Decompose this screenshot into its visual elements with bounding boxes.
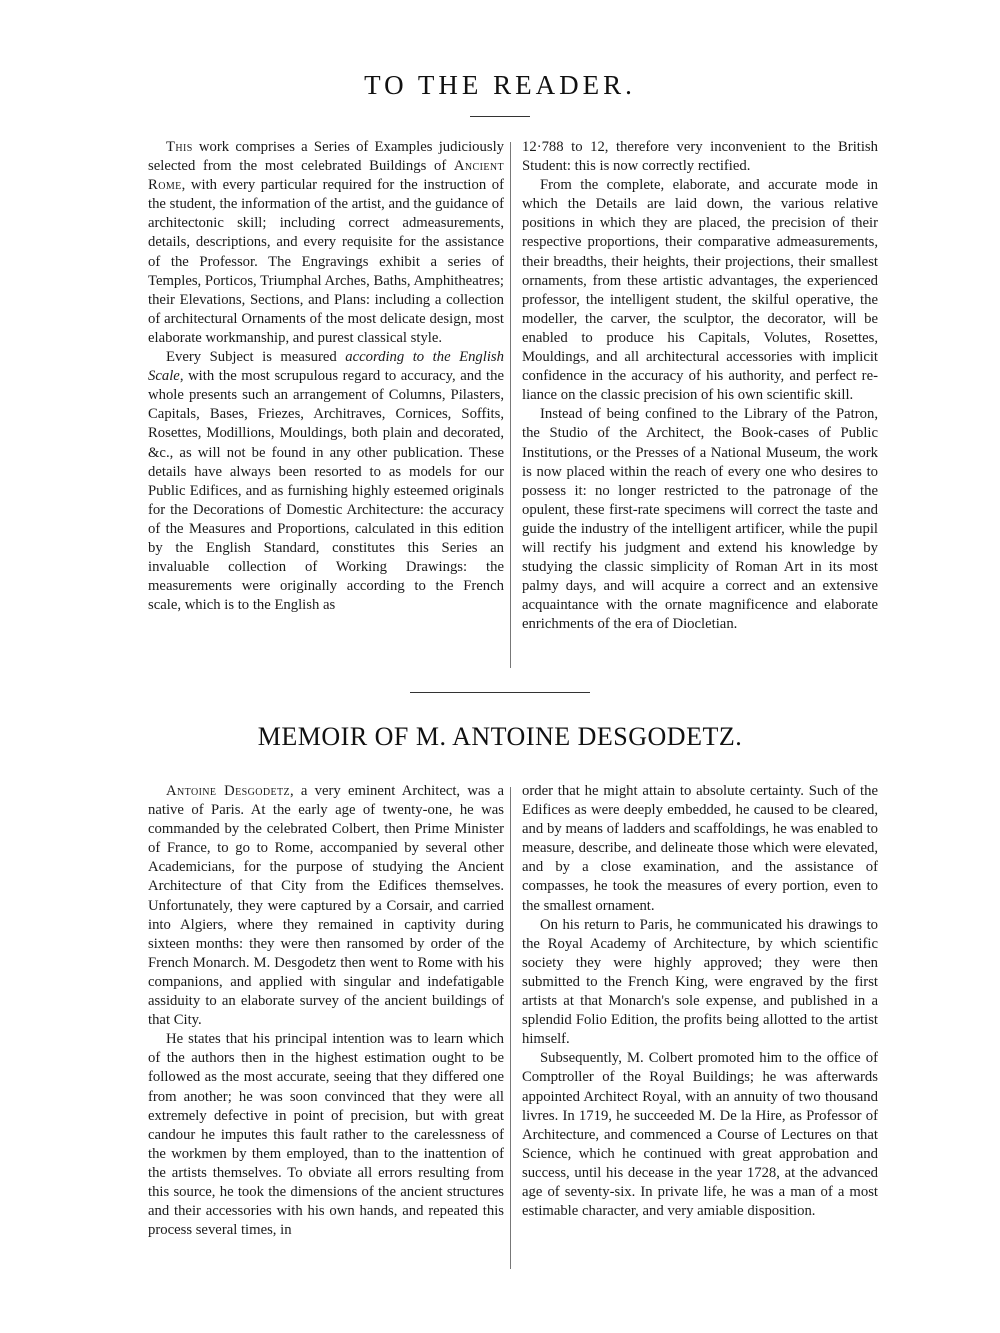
memoir-paragraph: Subsequently, M. Colbert promoted him to the office of Comptroller of the Royal Buildings; he was afterwards appointed Architect Royal, with an annuity of two thousand livres. In 1719, he succeeded M. De la Hire, as Professor of Architecture, and commenced a Course of Lectures on that Science, which he continued with great approbation and success, until his decease in the year 1728, at the advanced age of seventy-six. In private life, he was a man of a most estimable character, and very amiable disposition.: [522, 1050, 878, 1220]
reader-column-right: [522, 138, 878, 634]
drop-word: This: [166, 139, 193, 155]
memoir-paragraph: He states that his principal intention was to learn which of the authors then in the highest estimation ought to be followed as the most accurate, seeing that they differed one from another; he was soon convinced that they were all extremely defective in point of precision, but with great candour he imputes this fault rather to the carelessness of the workmen by them employed, than to the inattention of the artists themselves. To obviate all errors resulting from this source, he took the dimensions of the ancient structures and their accessories with his own hands, and repeated this process several times, in: [148, 1031, 504, 1239]
text-run: , with the most scrupulous regard to accuracy, and the whole presents such an arrangement of Columns, Pilasters, Capitals, Bases, Friezes, Architraves, Cornices, Soffits, Rosettes, Modillions, Mouldings, both plain and decorated, &c., as will not be found in any other publication. These details have always been resorted to as models for our Public Edifices, and as furnishing highly esteemed originals for the Decorations of Domestic Architecture: the accuracy of the Measures and Proportions, calculated in this edition by the English Standard, constitutes this Series an invaluable collection of Working Drawings: the measurements were originally according to the French scale, which is to the English as: [148, 368, 504, 614]
memoir-paragraph: [148, 782, 504, 1030]
memoir-column-right: [522, 782, 878, 1221]
text-run: work comprises a Series of Examples judiciously selected from the most celebrated Buildings of: [148, 139, 504, 175]
to-the-reader-title: TO THE READER.: [364, 70, 636, 100]
title-rule: [470, 116, 530, 117]
small-caps-name: Ancient Rome: [148, 158, 504, 194]
text-run: , with every particular required for the instruction of the student, the information of the artist, and the guidance of architectonic skill; including correct admeasurements, details, descriptions, and every requisite for the assistance of the Professor. The Engravings exhibit a series of Temples, Porticos, Triumphal Arches, Baths, Amphitheatres; their Elevations, Sections, and Plans: including a collection of architectural Ornaments of the most delicate design, most elaborate workmanship, and purest classical style.: [148, 177, 504, 346]
reader-column-left: [148, 138, 504, 615]
reader-paragraph: [148, 348, 504, 615]
section-rule: [410, 692, 590, 693]
memoir-title: MEMOIR OF M. ANTOINE DESGODETZ.: [257, 722, 743, 751]
reader-paragraph: [148, 138, 504, 348]
text-run: Every Subject is measured: [166, 349, 346, 366]
reader-paragraph: 12·788 to 12, therefore very inconvenient to the British Student: this is now correctly rectified.: [522, 139, 878, 175]
memoir-column-left: [148, 782, 504, 1240]
column-divider: [510, 787, 511, 1269]
text-run: , a very eminent Architect, was a native of Paris. At the early age of twenty-one, he was commanded by the celebrated Colbert, then Prime Minister of France, to go to Rome, accompanied by several other Academicians, for the purpose of studying the Ancient Architecture of that City from the Edifices themselves. Unfortunately, they were captured by a Corsair, and carried into Algiers, where they remained in captivity during sixteen months: they were then ransomed by order of the French Monarch. M. Desgodetz then went to Rome with his companions, and applied with singular and indefatigable assiduity to an elaborate survey of the ancient buildings of that City.: [148, 783, 504, 1029]
reader-paragraph: From the complete, elaborate, and accurate mode in which the Details are laid down, the various relative positions in which they are placed, the precision of their respective proportions, their comparative admeasurements, their breadths, their heights, their projections, their smallest ornaments, from these artistic advantages, the experienced professor, the intelligent student, the skilful operative, the modeller, the carver, the sculptor, the decorator, will be enabled to produce his Capitals, Volutes, Rosettes, Mouldings, and all architectural accessories with implicit confidence in the accuracy of his authority, and perfect reliance on the classic precision of his own scientific skill.: [522, 177, 878, 404]
small-caps-name: Antoine Desgodetz: [166, 783, 290, 799]
memoir-paragraph: On his return to Paris, he communicated his drawings to the Royal Academy of Architecture, by which scientific society they were highly approved; they were then submitted to the French King, were engraved by the first artists at that Monarch's sole expense, and published in a splendid Folio Edition, the profits being allotted to the artist himself.: [522, 916, 878, 1048]
column-divider: [510, 142, 511, 668]
italic-phrase: according to the English Scale: [148, 349, 504, 385]
reader-paragraph: Instead of being confined to the Library of the Patron, the Studio of the Architect, the Book-cases of Public Institutions, or the Presses of a National Museum, the work is now placed within the reach of every one who desires to possess it: no longer restricted to the patronage of the opulent, these first-rate specimens will correct the taste and guide the industry of the intelligent artificer, while the pupil will rectify his judgment and extend his knowledge by studying the classic simplicity of Roman Art in its most palmy days, and will acquire a correct and an extensive acquaintance with the ornate magnificence and elaborate enrichments of the era of Diocletian.: [522, 406, 878, 633]
memoir-paragraph: order that he might attain to absolute certainty. Such of the Edifices as were deeply embedded, he caused to be cleared, and by means of ladders and scaffoldings, he was enabled to measure, describe, and delineate those which were elevated, and by a close examination, and the assistance of compasses, he took the measures of every portion, even to the smallest ornament.: [522, 783, 878, 914]
